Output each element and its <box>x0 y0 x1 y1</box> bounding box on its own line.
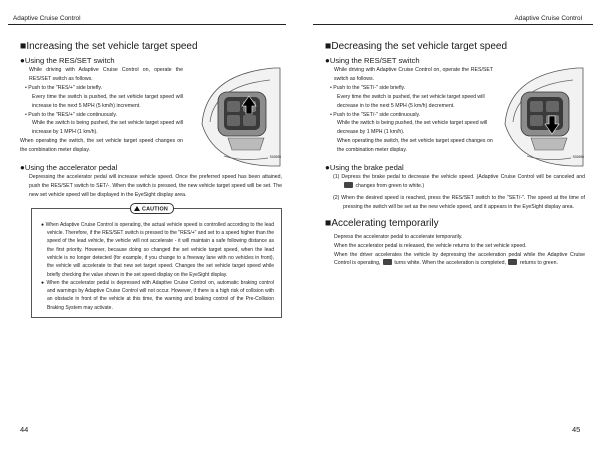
left-switch-intro: While driving with Adaptive Cruise Control on, operate the RES/SET switch as follows. <box>29 67 183 82</box>
caution-badge: CAUTION <box>130 203 174 215</box>
right-image-code: S02696 <box>572 155 584 160</box>
warning-triangle-icon <box>134 206 140 211</box>
left-bullet1-body: Every time the switch is pushed, the set vehicle target speed will increase to the next 5 MPH (5 km/h) increment. <box>32 93 183 109</box>
page-number-right: 45 <box>572 425 581 434</box>
left-switch-block <box>20 66 282 160</box>
right-switch-title: ●Using the RES/SET switch <box>325 56 420 65</box>
accel-para-3: When the driver accelerates the vehicle by depressing the acceleration pedal while the Adaptive Cruise Control is operating, turns white. When the acceleration is completed, returns to green. <box>334 251 585 267</box>
cruise-indicator-icon <box>508 259 517 265</box>
left-pedal-body: Depressing the accelerator pedal will increase vehicle speed. Once the preferred speed has been attained, push the RES/SET switch to SET/-. When the switch is pressed, the new vehicle target speed will be set. The new set vehicle speed will be displayed in the EyeSight display area. <box>29 174 282 198</box>
section-square-icon: ■ <box>20 40 27 52</box>
left-bullet2-body: While the switch is being pushed, the set vehicle target speed will increase by 1 MPH (1 km/h). <box>32 120 183 136</box>
header-rule-left <box>8 24 286 25</box>
right-switch-intro: While driving with Adaptive Cruise Control on, operate the RES/SET switch as follows. <box>334 67 493 82</box>
right-bullet2-body: While the switch is being pushed, the set vehicle target speed will decrease by 1 MPH (1 km/h). <box>337 120 488 136</box>
header-rule-right <box>313 24 593 25</box>
cruise-indicator-icon <box>383 259 392 265</box>
bullet-dot-icon: ● <box>325 56 330 65</box>
left-bullet1: • Push to the "RES/+" side briefly. <box>25 84 103 91</box>
right-brake-step1: (1) Depress the brake pedal to decrease the vehicle speed. (Adaptive Cruise Control will be canceled and changes from green to white.) <box>333 174 585 189</box>
left-pedal-title: ●Using the accelerator pedal <box>20 163 118 173</box>
right-bullet2: • Push to the "SET/-" side continuously. <box>330 111 421 118</box>
right-brake-step2: (2) When the desired speed is reached, press the RES/SET switch to the "SET/-". The speed at the time of pressing the switch will be set as the new vehicle speed, and it appears in the EyeSight display area. <box>333 194 585 210</box>
left-switch-title: ●Using the RES/SET switch <box>20 56 115 65</box>
bullet-dot-icon: ● <box>20 163 25 173</box>
caution-item: ● When the accelerator pedal is depressed with Adaptive Cruise Control on, automatic braking control and warnings by Adaptive Cruise Control will not occur. However, if there is a high risk of collision with an obstacle in front of the vehicle at this time, the warning and braking control of the Pre-Collision Braking System may activate. <box>41 279 274 311</box>
accelerating-heading: ■Accelerating temporarily <box>325 216 439 229</box>
section-square-icon: ■ <box>325 40 332 52</box>
left-page-content <box>20 40 282 318</box>
section-square-icon: ■ <box>325 216 332 229</box>
left-bullet2: • Push to the "RES/+" side continuously. <box>25 111 118 118</box>
bullet-dot-icon: ● <box>20 56 25 65</box>
right-page-content <box>325 40 585 268</box>
right-switch-block <box>325 66 585 160</box>
right-bullet1-body: Every time the switch is pushed, the set vehicle target speed will decrease in to the next 5 MPH (5 km/h) decrement. <box>337 93 485 109</box>
cruise-indicator-icon <box>344 182 353 188</box>
right-bullet1: • Push to the "SET/-" side briefly. <box>330 84 406 91</box>
right-heading: ■Decreasing the set vehicle target speed <box>325 40 508 52</box>
left-heading: ■Increasing the set vehicle target speed <box>20 40 198 52</box>
caution-item: ● When Adaptive Cruise Control is operating, the actual vehicle speed is controlled according to the lead vehicle. Therefore, if the RES/SET switch is pressed to the "RES/+" and set to a speed higher than the speed of the lead vehicle, the vehicle will not accelerate - it will maintain a safe following distance as the first priority. However, because doing so changed the set vehicle target speed, when the lead vehicle is no longer detected (for example, if you change to a freeway lane with no vehicles in front), the vehicle will accelerate to that new set target speed. Changes the set vehicle target speed while briefly checking the value shown in the set speed display on the EyeSight display. <box>41 221 274 278</box>
right-after-text: When operating the switch, the set vehicle target speed changes on the combination meter display. <box>337 138 493 154</box>
header-left: Adaptive Cruise Control <box>13 15 81 22</box>
bullet-dot-icon: ● <box>325 163 330 173</box>
accel-para-1: Depress the accelerator pedal to accelerate temporarily. <box>334 233 463 240</box>
accel-para-2: When the accelerator pedal is released, the vehicle returns to the set vehicle speed. <box>334 242 527 249</box>
left-image-code: S02695 <box>269 155 281 160</box>
header-right: Adaptive Cruise Control <box>514 15 582 22</box>
right-brake-title: ●Using the brake pedal <box>325 163 404 173</box>
page-number-left: 44 <box>20 425 29 434</box>
left-after-text: When operating the switch, the set vehicle target speed changes on the combination meter display. <box>20 138 183 154</box>
caution-box <box>31 208 282 318</box>
